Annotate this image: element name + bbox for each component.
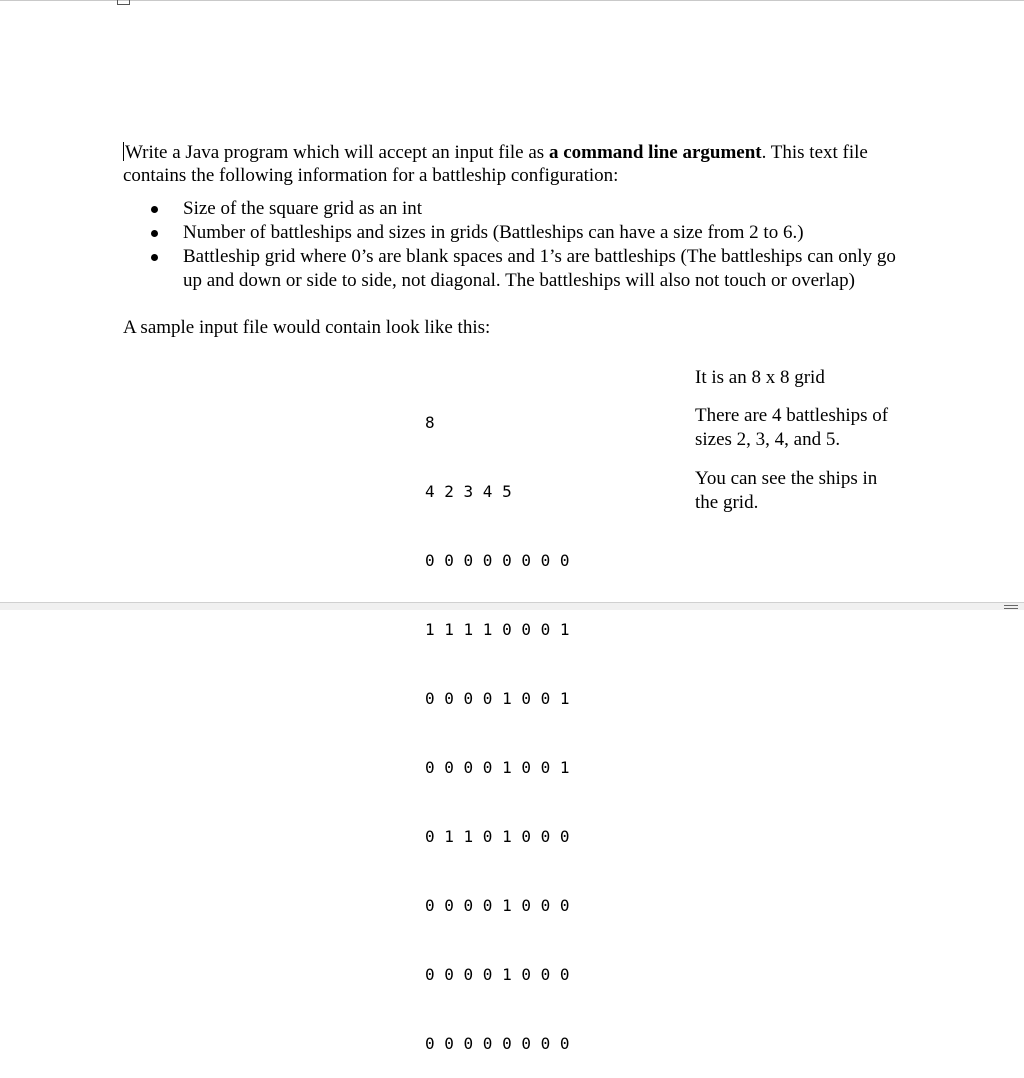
note-ship-count-line2: sizes 2, 3, 4, and 5. xyxy=(695,429,841,450)
list-item-text: Size of the square grid as an int xyxy=(183,198,423,219)
intro-text-start: Write a Java program which will accept an input file as xyxy=(125,142,549,163)
sample-line-grid-size: 8 xyxy=(425,413,435,432)
list-item-text: Number of battleships and sizes in grids (Battleships can have a size from 2 to 6.) xyxy=(183,222,804,243)
note-ship-count-line1: There are 4 battleships of xyxy=(695,405,889,426)
grid-row: 0 0 0 0 1 0 0 1 xyxy=(425,689,570,708)
resize-handle-icon[interactable] xyxy=(1004,605,1018,609)
bullet-icon xyxy=(151,254,158,261)
list-item xyxy=(123,197,903,221)
intro-paragraph[interactable] xyxy=(123,141,903,187)
text-boundary-corner-mark xyxy=(117,0,130,5)
grid-row: 0 0 0 0 0 0 0 0 xyxy=(425,551,570,570)
grid-row: 0 0 0 0 0 0 0 0 xyxy=(425,1034,570,1053)
sample-line-ship-sizes: 4 2 3 4 5 xyxy=(425,482,512,501)
note-see-ships xyxy=(695,467,877,515)
bullet-icon xyxy=(151,206,158,213)
grid-row: 1 1 1 1 0 0 0 1 xyxy=(425,620,570,639)
grid-row: 0 0 0 0 1 0 0 0 xyxy=(425,965,570,984)
page-top-border xyxy=(0,0,1024,1)
intro-bold-phrase: a command line argument xyxy=(548,142,762,163)
text-cursor xyxy=(123,142,124,161)
grid-row: 0 0 0 0 1 0 0 1 xyxy=(425,758,570,777)
list-item xyxy=(123,245,903,293)
grid-row: 0 1 1 0 1 0 0 0 xyxy=(425,827,570,846)
note-see-ships-line1: You can see the ships in xyxy=(695,468,878,489)
requirements-list xyxy=(123,197,903,293)
sample-input-file xyxy=(425,365,570,1078)
bullet-icon xyxy=(151,230,158,237)
list-item-text: Battleship grid where 0’s are blank spaces and 1’s are battleships (The battleships can only go up and down or side to side, not diagonal. The battleships will also not touch or overlap) xyxy=(183,246,896,291)
grid-row: 0 0 0 0 1 0 0 0 xyxy=(425,896,570,915)
note-grid-size: It is an 8 x 8 grid xyxy=(695,367,825,388)
sample-intro-text: A sample input file would contain look like this: xyxy=(123,317,491,338)
intro-text-end: . This text file contains the following information for a battleship configuration: xyxy=(123,142,868,186)
note-see-ships-line2: the grid. xyxy=(695,492,759,513)
note-ship-count xyxy=(695,404,888,452)
list-item xyxy=(123,221,903,245)
